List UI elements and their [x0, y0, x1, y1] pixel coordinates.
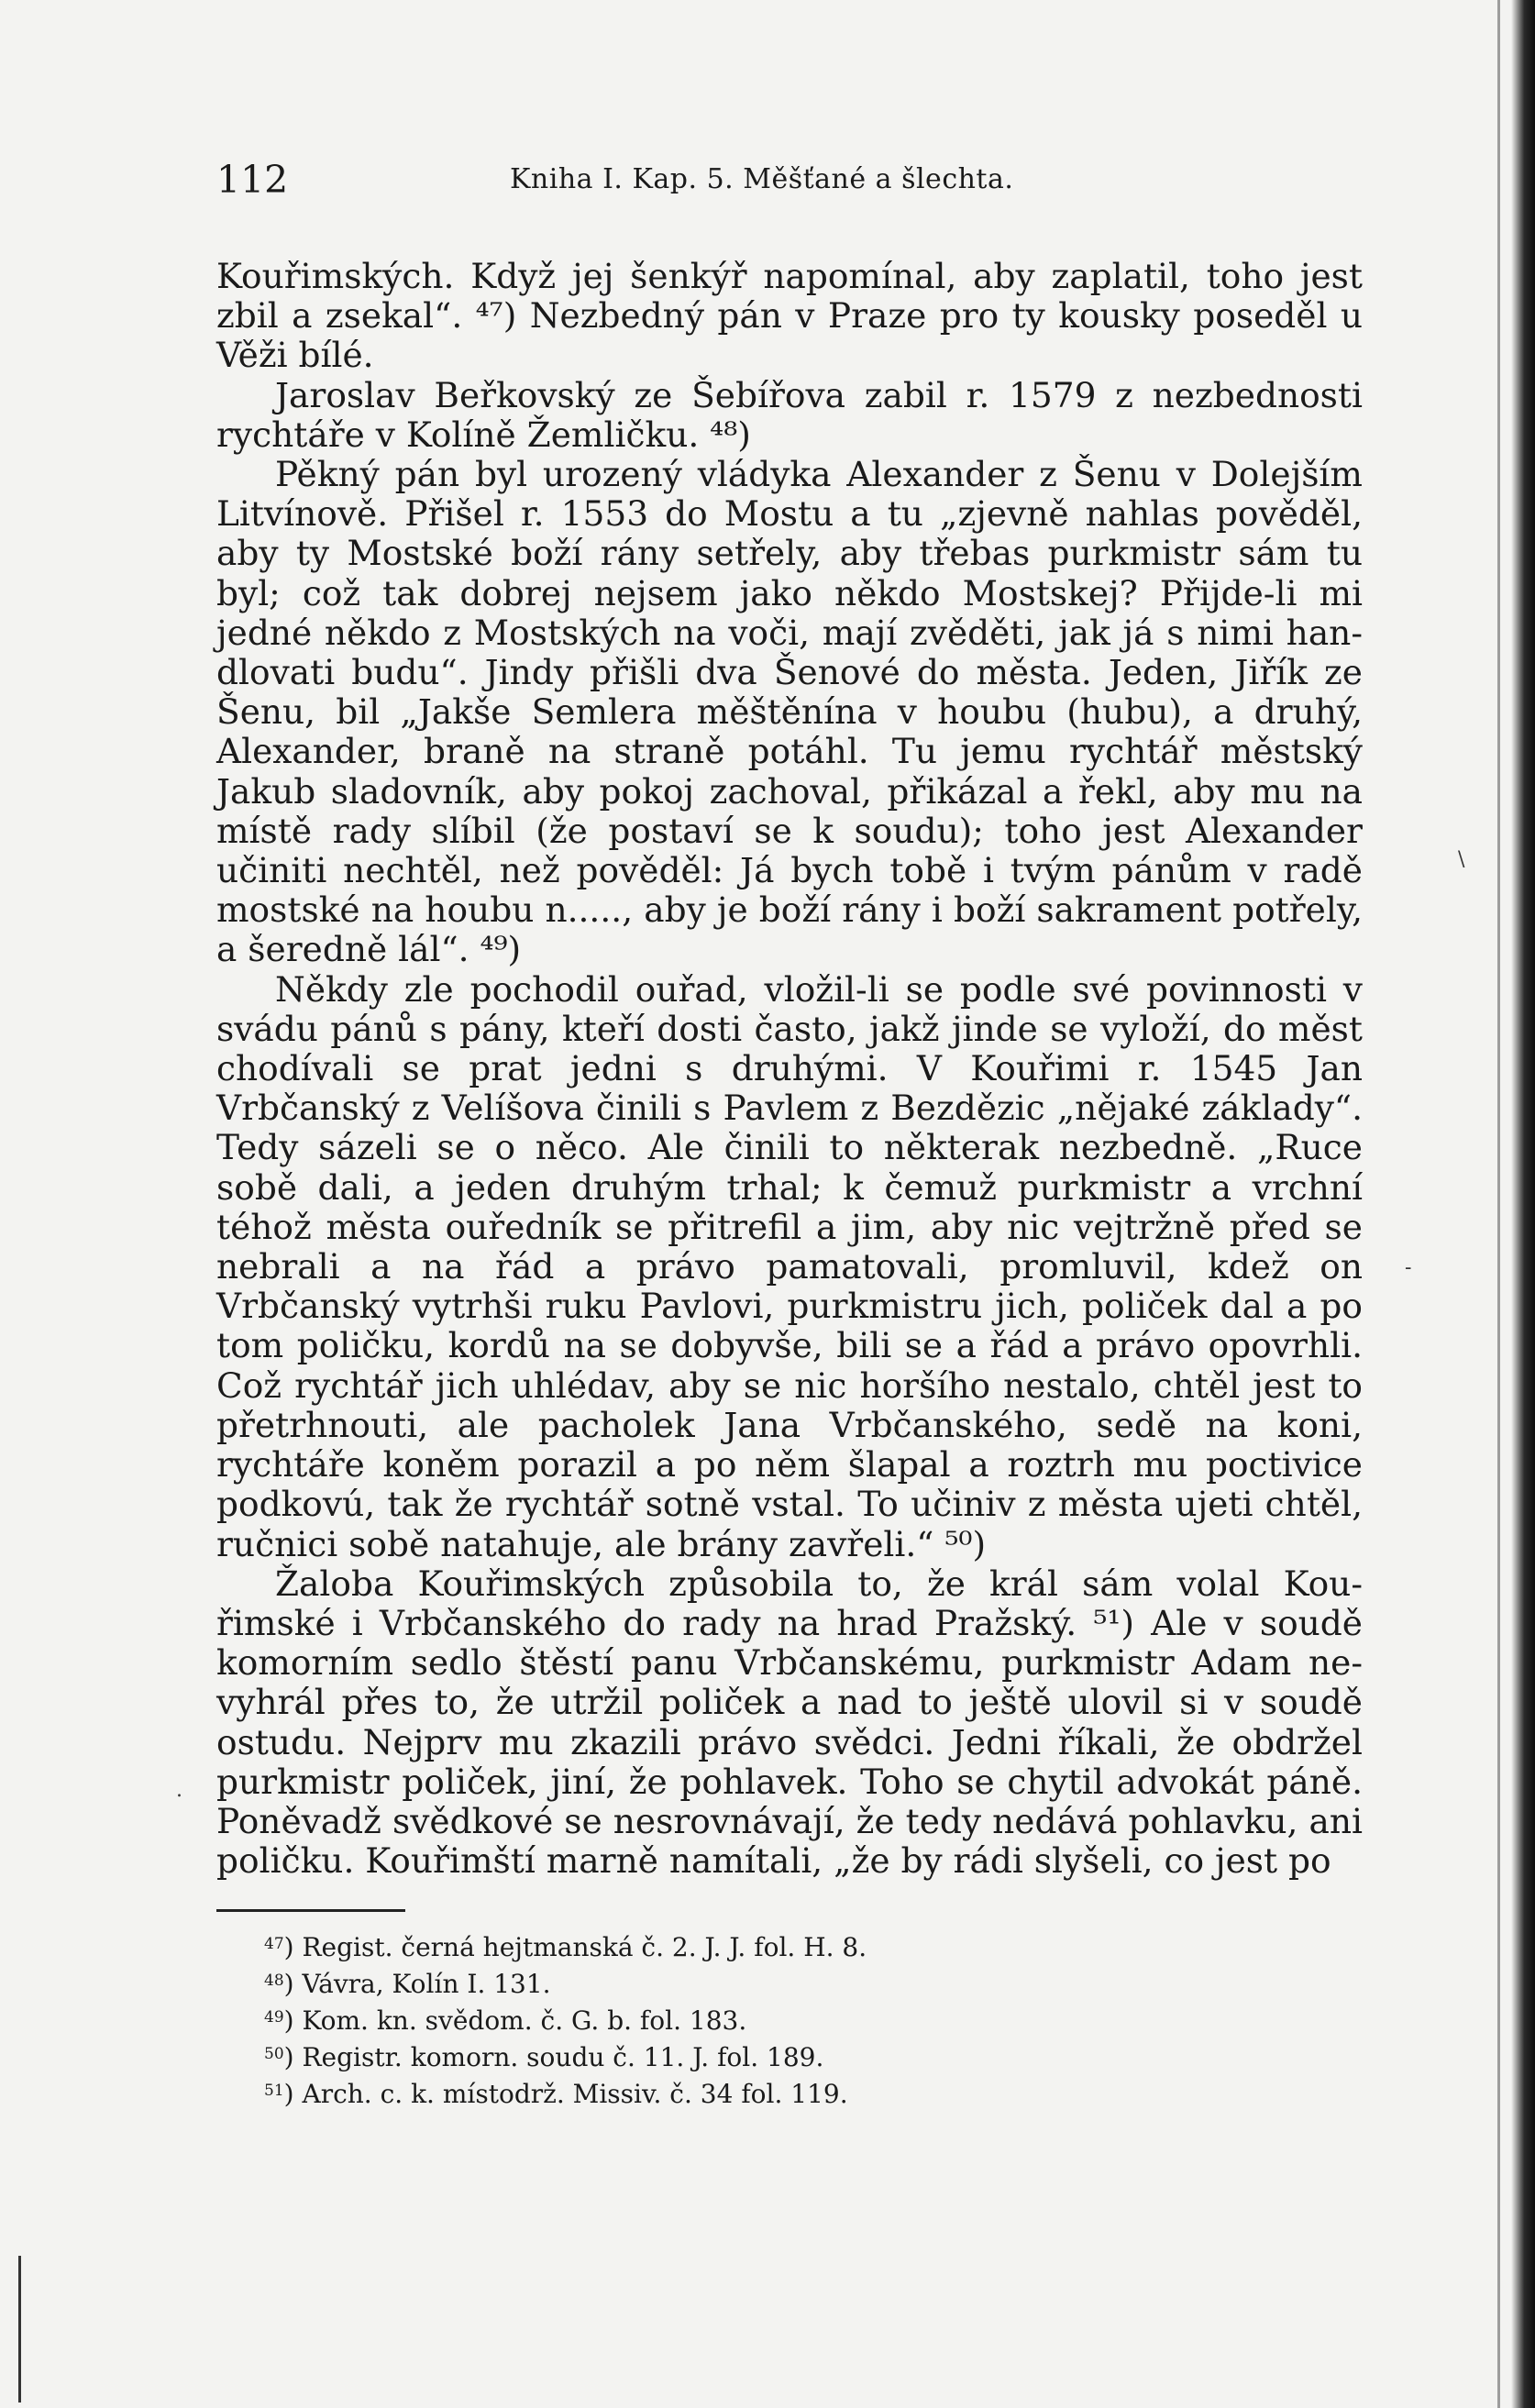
footnote: $^{51}$) Arch. c. k. místodrž. Missiv. č. 34 fol. 119. — [264, 2079, 848, 2109]
footnote-text: Kom. kn. svědom. č. G. b. fol. 183. — [302, 2005, 747, 2036]
page-header — [216, 158, 1353, 213]
body-text — [216, 257, 1363, 1881]
paragraph-2: Jaroslav Beřkovský ze Šebířova zabil r. 1579 z nezbednosti rychtáře v Kolíně Žemličku. ⁴⁸) — [216, 374, 1363, 455]
page-edge-line — [1497, 0, 1500, 2408]
footnote-marker: 49 — [264, 2008, 284, 2027]
footnote-rule — [216, 1909, 405, 1912]
binding-mark — [18, 2256, 21, 2402]
footnote: $^{50}$) Registr. komorn. soudu č. 11. J. fol. 189. — [264, 2042, 824, 2072]
running-head: Kniha I. Kap. 5. Měšťané a šlechta. — [510, 163, 1014, 195]
margin-dot: . — [176, 1779, 182, 1802]
paragraph-5: Žaloba Kouřimských způsobila to, že král sám volal Kouřimské i Vrbčanského do rady na hrad Pražský. ⁵¹) Ale v soudě komorním sedlo štěstí panu Vrbčanskému, purkmistr Adam nevyhrál přes to, že utržil poliček a nad to ještě ulovil si v soudě ostudu. Nejprv mu zkazili právo svědci. Jedni říkali, že obdržel purkmistr poliček, jiní, že pohlavek. Toho se chytil advokát páně. Poněvadž svědkové se nesrovnávají, že tedy nedává pohlavku, ani poličku. Kouřimští marně namítali, „že by rádi slyšeli, co jest po — [216, 1563, 1363, 1882]
margin-tick: \ — [1458, 848, 1465, 871]
footnote: $^{47}$) Regist. černá hejtmanská č. 2. J. J. fol. H. 8. — [264, 1932, 867, 1962]
paragraph-3: Pěkný pán byl urozený vládyka Alexander z Šenu v Dolejším Litvínově. Přišel r. 1553 do Mostu a tu „zjevně nahlas pověděl, aby ty Mostské boží rány setřely, aby třebas purkmistr sám tu byl; což tak dobrej nejsem jako někdo Mostskej? Přijde-li mi jedné někdo z Mostských na voči, mají zvěděti, jak já s nimi handlovati budu“. Jindy přišli dva Šenové do města. Jeden, Jiřík ze Šenu, bil „Jakše Semlera měštěnína v houbu (hubu), a druhý, Alexander, braně na straně potáhl. Tu jemu rychtář městský Jakub sladovník, aby pokoj zachoval, přikázal a řekl, aby mu na místě rady slíbil (že postaví se k soudu); toho jest Alexander učiniti nechtěl, než pověděl: Já bych tobě i tvým pánům v radě mostské na houbu n....., aby je boží rány i boží sakrament potřely, a šeredně lál“. ⁴⁹) — [216, 454, 1363, 970]
footnote-text: Regist. černá hejtmanská č. 2. J. J. fol. H. 8. — [302, 1932, 867, 1962]
footnote-text: Arch. c. k. místodrž. Missiv. č. 34 fol. 119. — [302, 2079, 848, 2109]
footnote-marker: 47 — [264, 1935, 284, 1953]
footnote-marker: 48 — [264, 1972, 284, 1990]
paragraph-1: Kouřimských. Když jej šenkýř napomínal, aby zaplatil, toho jest zbil a zsekal“. ⁴⁷) Nezbedný pán v Praze pro ty kousky poseděl u Věži bílé. — [216, 256, 1363, 376]
footnote-text: Registr. komorn. soudu č. 11. J. fol. 189. — [302, 2042, 824, 2072]
footnotes — [264, 1928, 1089, 2111]
footnote-text: Vávra, Kolín I. 131. — [302, 1969, 551, 1999]
page-edge-shadow — [1511, 0, 1535, 2408]
footnote-marker: 51 — [264, 2082, 284, 2100]
footnote-marker: 50 — [264, 2045, 284, 2063]
footnote: $^{48}$) Vávra, Kolín I. 131. — [264, 1969, 551, 1999]
paragraph-4: Někdy zle pochodil ouřad, vložil-li se podle své povinnosti v svádu pánů s pány, kteří dosti často, jakž jinde se vyloží, do měst chodívali se prat jedni s druhými. V Kouřimi r. 1545 Jan Vrbčanský z Velíšova činili s Pavlem z Bezdězic „nějaké základy“. Tedy sázeli se o něco. Ale činili to některak nezbedně. „Ruce sobě dali, a jeden druhým trhal; k čemuž purkmistr a vrchní téhož města ouředník se přitrefil a jim, aby nic vejtržně před se nebrali a na řád a právo pamatovali, promluvil, kdež on Vrbčanský vytrhši ruku Pavlovi, purkmistru jich, poliček dal a po tom poličku, kordů na se dobyvše, bili se a řád a právo opovrhli. Což rychtář jich uhlédav, aby se nic horšího nestalo, chtěl jest to přetrhnouti, ale pacholek Jana Vrbčanského, sedě na koni, rychtáře koněm porazil a po něm šlapal a roztrh mu poctivice podkovú, tak že rychtář sotně vstal. To učiniv z města ujeti chtěl, ručnici sobě natahuje, ale brány zavřeli.“ ⁵⁰) — [216, 968, 1363, 1564]
page-number: 112 — [216, 158, 289, 202]
footnote: $^{49}$) Kom. kn. svědom. č. G. b. fol. 183. — [264, 2005, 747, 2036]
margin-tick: - — [1405, 1256, 1412, 1279]
